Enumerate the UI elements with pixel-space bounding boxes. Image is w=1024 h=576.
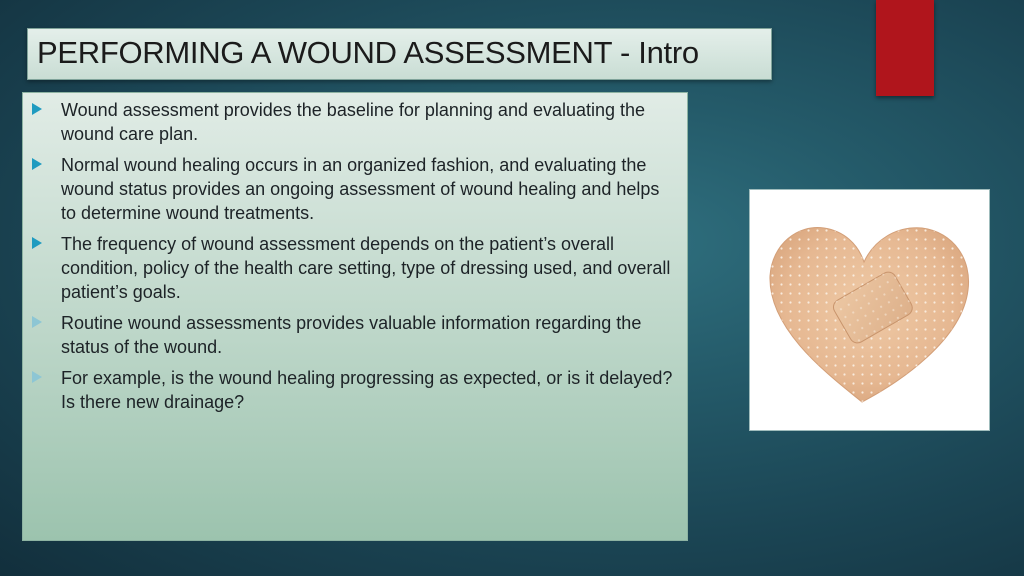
- bullet-arrow-icon: [32, 316, 42, 328]
- slide-title: PERFORMING A WOUND ASSESSMENT - Intro: [37, 35, 699, 70]
- bullet-text: For example, is the wound healing progressing as expected, or is it delayed? Is there new drainage?: [61, 368, 673, 412]
- bandage-image: [749, 189, 990, 431]
- bullet-text: Routine wound assessments provides valuable information regarding the status of the wound.: [61, 313, 642, 357]
- bullet-text: Normal wound healing occurs in an organized fashion, and evaluating the wound status provides an ongoing assessment of wound healing and helps to determine wound treatments.: [61, 155, 660, 223]
- list-item: [29, 232, 679, 304]
- content-box: [22, 92, 688, 541]
- bullet-arrow-icon: [32, 103, 42, 115]
- list-item: [29, 366, 679, 414]
- title-box: [27, 28, 772, 80]
- bullet-arrow-icon: [32, 158, 42, 170]
- heart-bandage-icon: [750, 190, 989, 430]
- list-item: [29, 311, 679, 359]
- list-item: [29, 98, 679, 146]
- bullet-text: The frequency of wound assessment depends on the patient’s overall condition, policy of the health care setting, type of dressing used, and overall patient’s goals.: [61, 234, 671, 302]
- list-item: [29, 153, 679, 225]
- bullet-arrow-icon: [32, 237, 42, 249]
- bullet-list: [29, 98, 679, 421]
- bullet-arrow-icon: [32, 371, 42, 383]
- decorative-ribbon: [876, 0, 934, 96]
- bullet-text: Wound assessment provides the baseline for planning and evaluating the wound care plan.: [61, 100, 646, 144]
